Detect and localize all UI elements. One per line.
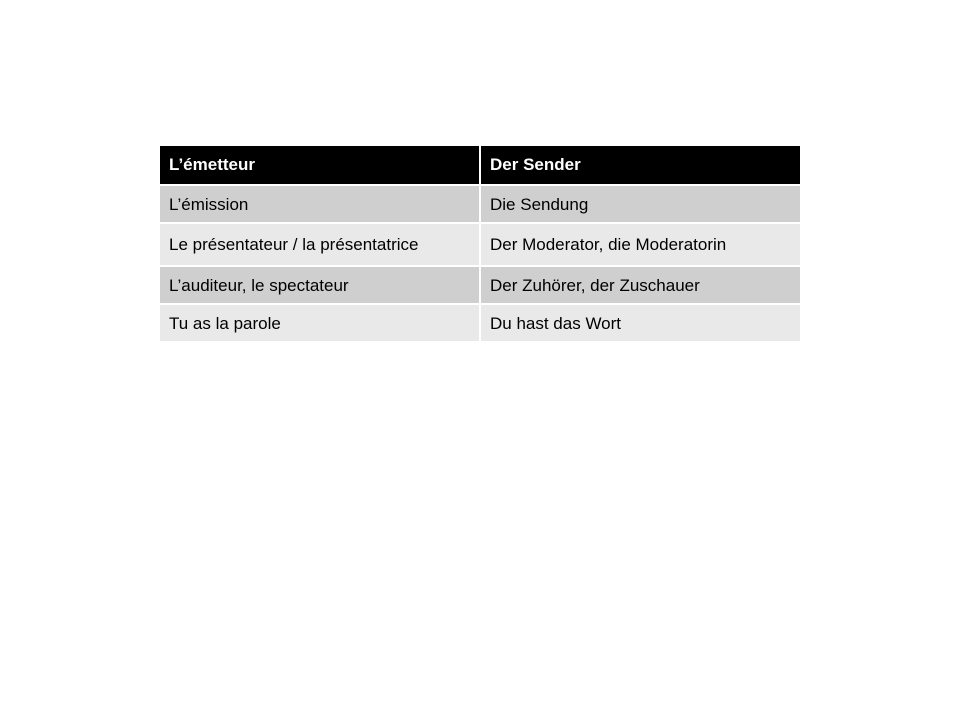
cell-french: Le présentateur / la présentatrice bbox=[160, 223, 480, 266]
header-cell-french: L’émetteur bbox=[160, 146, 480, 185]
cell-german: Der Moderator, die Moderatorin bbox=[480, 223, 800, 266]
cell-german: Du hast das Wort bbox=[480, 304, 800, 342]
table-row bbox=[160, 266, 800, 304]
cell-french: L’émission bbox=[160, 185, 480, 223]
cell-french: L’auditeur, le spectateur bbox=[160, 266, 480, 304]
table-row bbox=[160, 185, 800, 223]
cell-french: Tu as la parole bbox=[160, 304, 480, 342]
cell-german: Die Sendung bbox=[480, 185, 800, 223]
table-body bbox=[160, 185, 800, 342]
cell-german: Der Zuhörer, der Zuschauer bbox=[480, 266, 800, 304]
vocabulary-table bbox=[160, 146, 800, 343]
table-header-row bbox=[160, 146, 800, 185]
table-row bbox=[160, 223, 800, 266]
table-header bbox=[160, 146, 800, 185]
header-cell-german: Der Sender bbox=[480, 146, 800, 185]
table-row bbox=[160, 304, 800, 342]
